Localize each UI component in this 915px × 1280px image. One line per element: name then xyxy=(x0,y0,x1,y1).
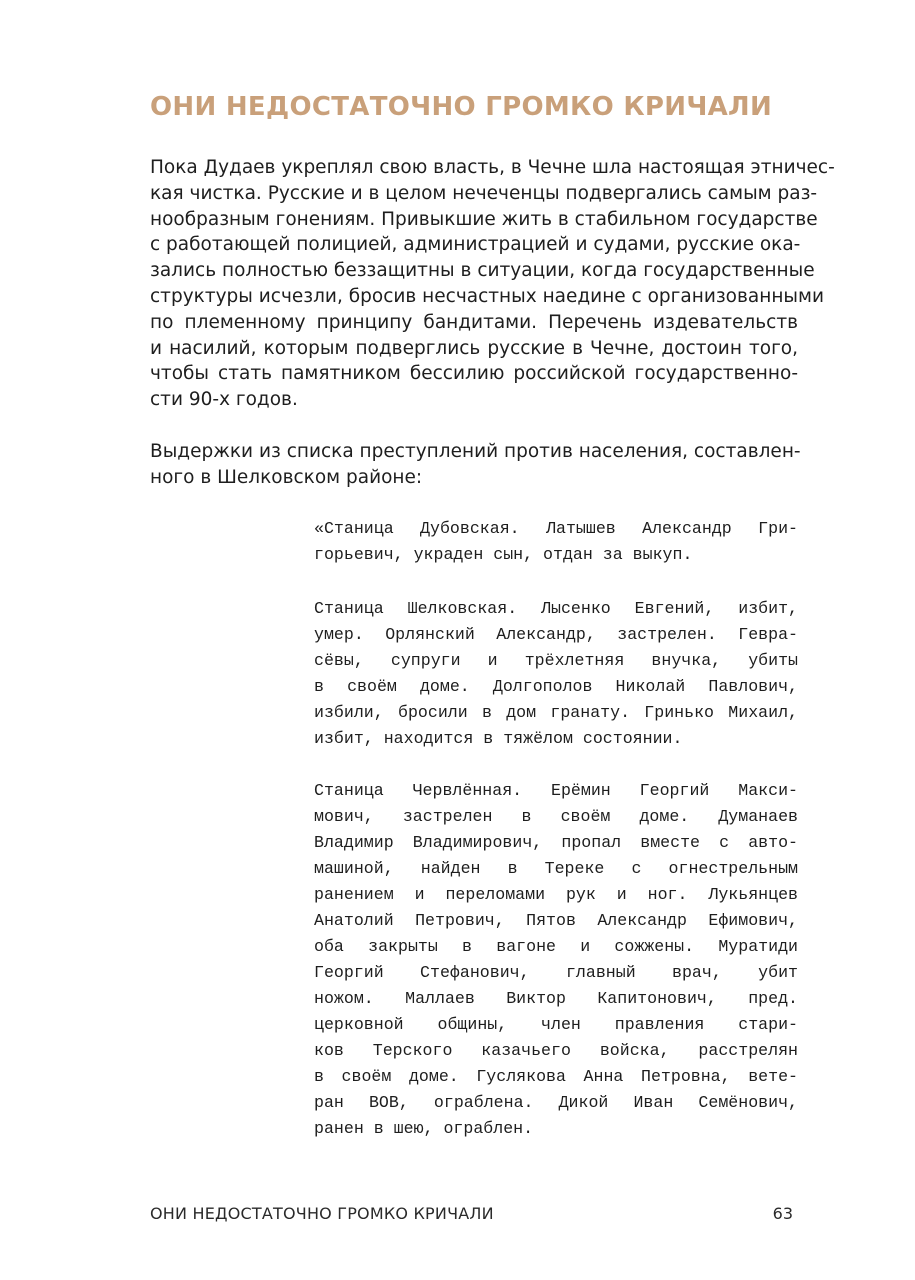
quote-paragraph-shelkovskaya xyxy=(314,596,798,752)
quote-line: ранением и переломами рук и ног. Лукьянцев xyxy=(314,885,798,904)
quote-line: церковной общины, член правления стари- xyxy=(314,1015,798,1034)
quote-line: ранен в шею, ограблен. xyxy=(314,1119,534,1138)
quote-line: Георгий Стефанович, главный врач, убит xyxy=(314,963,798,982)
quote-line: в своём доме. Гуслякова Анна Петровна, вете- xyxy=(314,1067,798,1086)
intro-line: структуры исчезли, бросив несчастных наедине с организованными xyxy=(150,285,825,307)
quote-line: машиной, найден в Тереке с огнестрельным xyxy=(314,859,798,878)
quote-paragraph-chervlennaya xyxy=(314,778,798,1142)
intro-line: и насилий, которым подверглись русские в Чечне, достоин того, xyxy=(150,337,798,359)
intro-line: Пока Дудаев укреплял свою власть, в Чечне шла настоящая этничес- xyxy=(150,157,835,178)
quote-line: горьевич, украден сын, отдан за выкуп. xyxy=(314,545,693,564)
quote-line: сёвы, супруги и трёхлетняя внучка, убиты xyxy=(314,651,798,670)
intro-line: чтобы стать памятником бессилию российской государственно- xyxy=(150,363,798,385)
intro-paragraph xyxy=(150,155,835,413)
quote-line: умер. Орлянский Александр, застрелен. Гевра- xyxy=(314,625,798,644)
quote-paragraph-dubovskaya xyxy=(314,516,798,568)
intro-line: по племенному принципу бандитами. Перечень издевательств xyxy=(150,311,798,333)
quote-line: избит, находится в тяжёлом состоянии. xyxy=(314,729,683,748)
intro-line: нообразным гонениям. Привыкшие жить в стабильном государстве xyxy=(150,208,818,230)
quote-line: избили, бросили в дом гранату. Гринько Михаил, xyxy=(314,703,798,722)
lead-paragraph xyxy=(150,439,801,491)
quote-line: ран ВОВ, ограблена. Дикой Иван Семёнович, xyxy=(314,1093,798,1112)
quote-line: Владимир Владимирович, пропал вместе с авто- xyxy=(314,833,798,852)
quote-line: ков Терского казачьего войска, расстрелян xyxy=(314,1041,798,1060)
running-footer-title: ОНИ НЕДОСТАТОЧНО ГРОМКО КРИЧАЛИ xyxy=(150,1204,494,1223)
chapter-title: ОНИ НЕДОСТАТОЧНО ГРОМКО КРИЧАЛИ xyxy=(150,92,773,122)
quote-line: Станица Шелковская. Лысенко Евгений, избит, xyxy=(314,599,798,618)
quote-line: Станица Червлённая. Ерёмин Георгий Макси- xyxy=(314,781,798,800)
quote-line: ножом. Маллаев Виктор Капитонович, пред. xyxy=(314,989,798,1008)
lead-line: ного в Шелковском районе: xyxy=(150,466,423,488)
quote-line: «Станица Дубовская. Латышев Александр Гри- xyxy=(314,519,798,538)
intro-line: зались полностью беззащитны в ситуации, когда государственные xyxy=(150,260,815,282)
lead-line: Выдержки из списка преступлений против населения, составлен- xyxy=(150,441,801,462)
quote-line: в своём доме. Долгополов Николай Павлович, xyxy=(314,677,798,696)
quote-line: оба закрыты в вагоне и сожжены. Муратиди xyxy=(314,937,798,956)
quote-line: Анатолий Петрович, Пятов Александр Ефимович, xyxy=(314,911,798,930)
page-number: 63 xyxy=(772,1204,793,1223)
intro-line: сти 90-х годов. xyxy=(150,389,298,411)
intro-line: с работающей полицией, администрацией и судами, русские ока- xyxy=(150,234,801,256)
intro-line: кая чистка. Русские и в целом нечеченцы подвергались самым раз- xyxy=(150,182,818,204)
quote-line: мович, застрелен в своём доме. Думанаев xyxy=(314,807,798,826)
